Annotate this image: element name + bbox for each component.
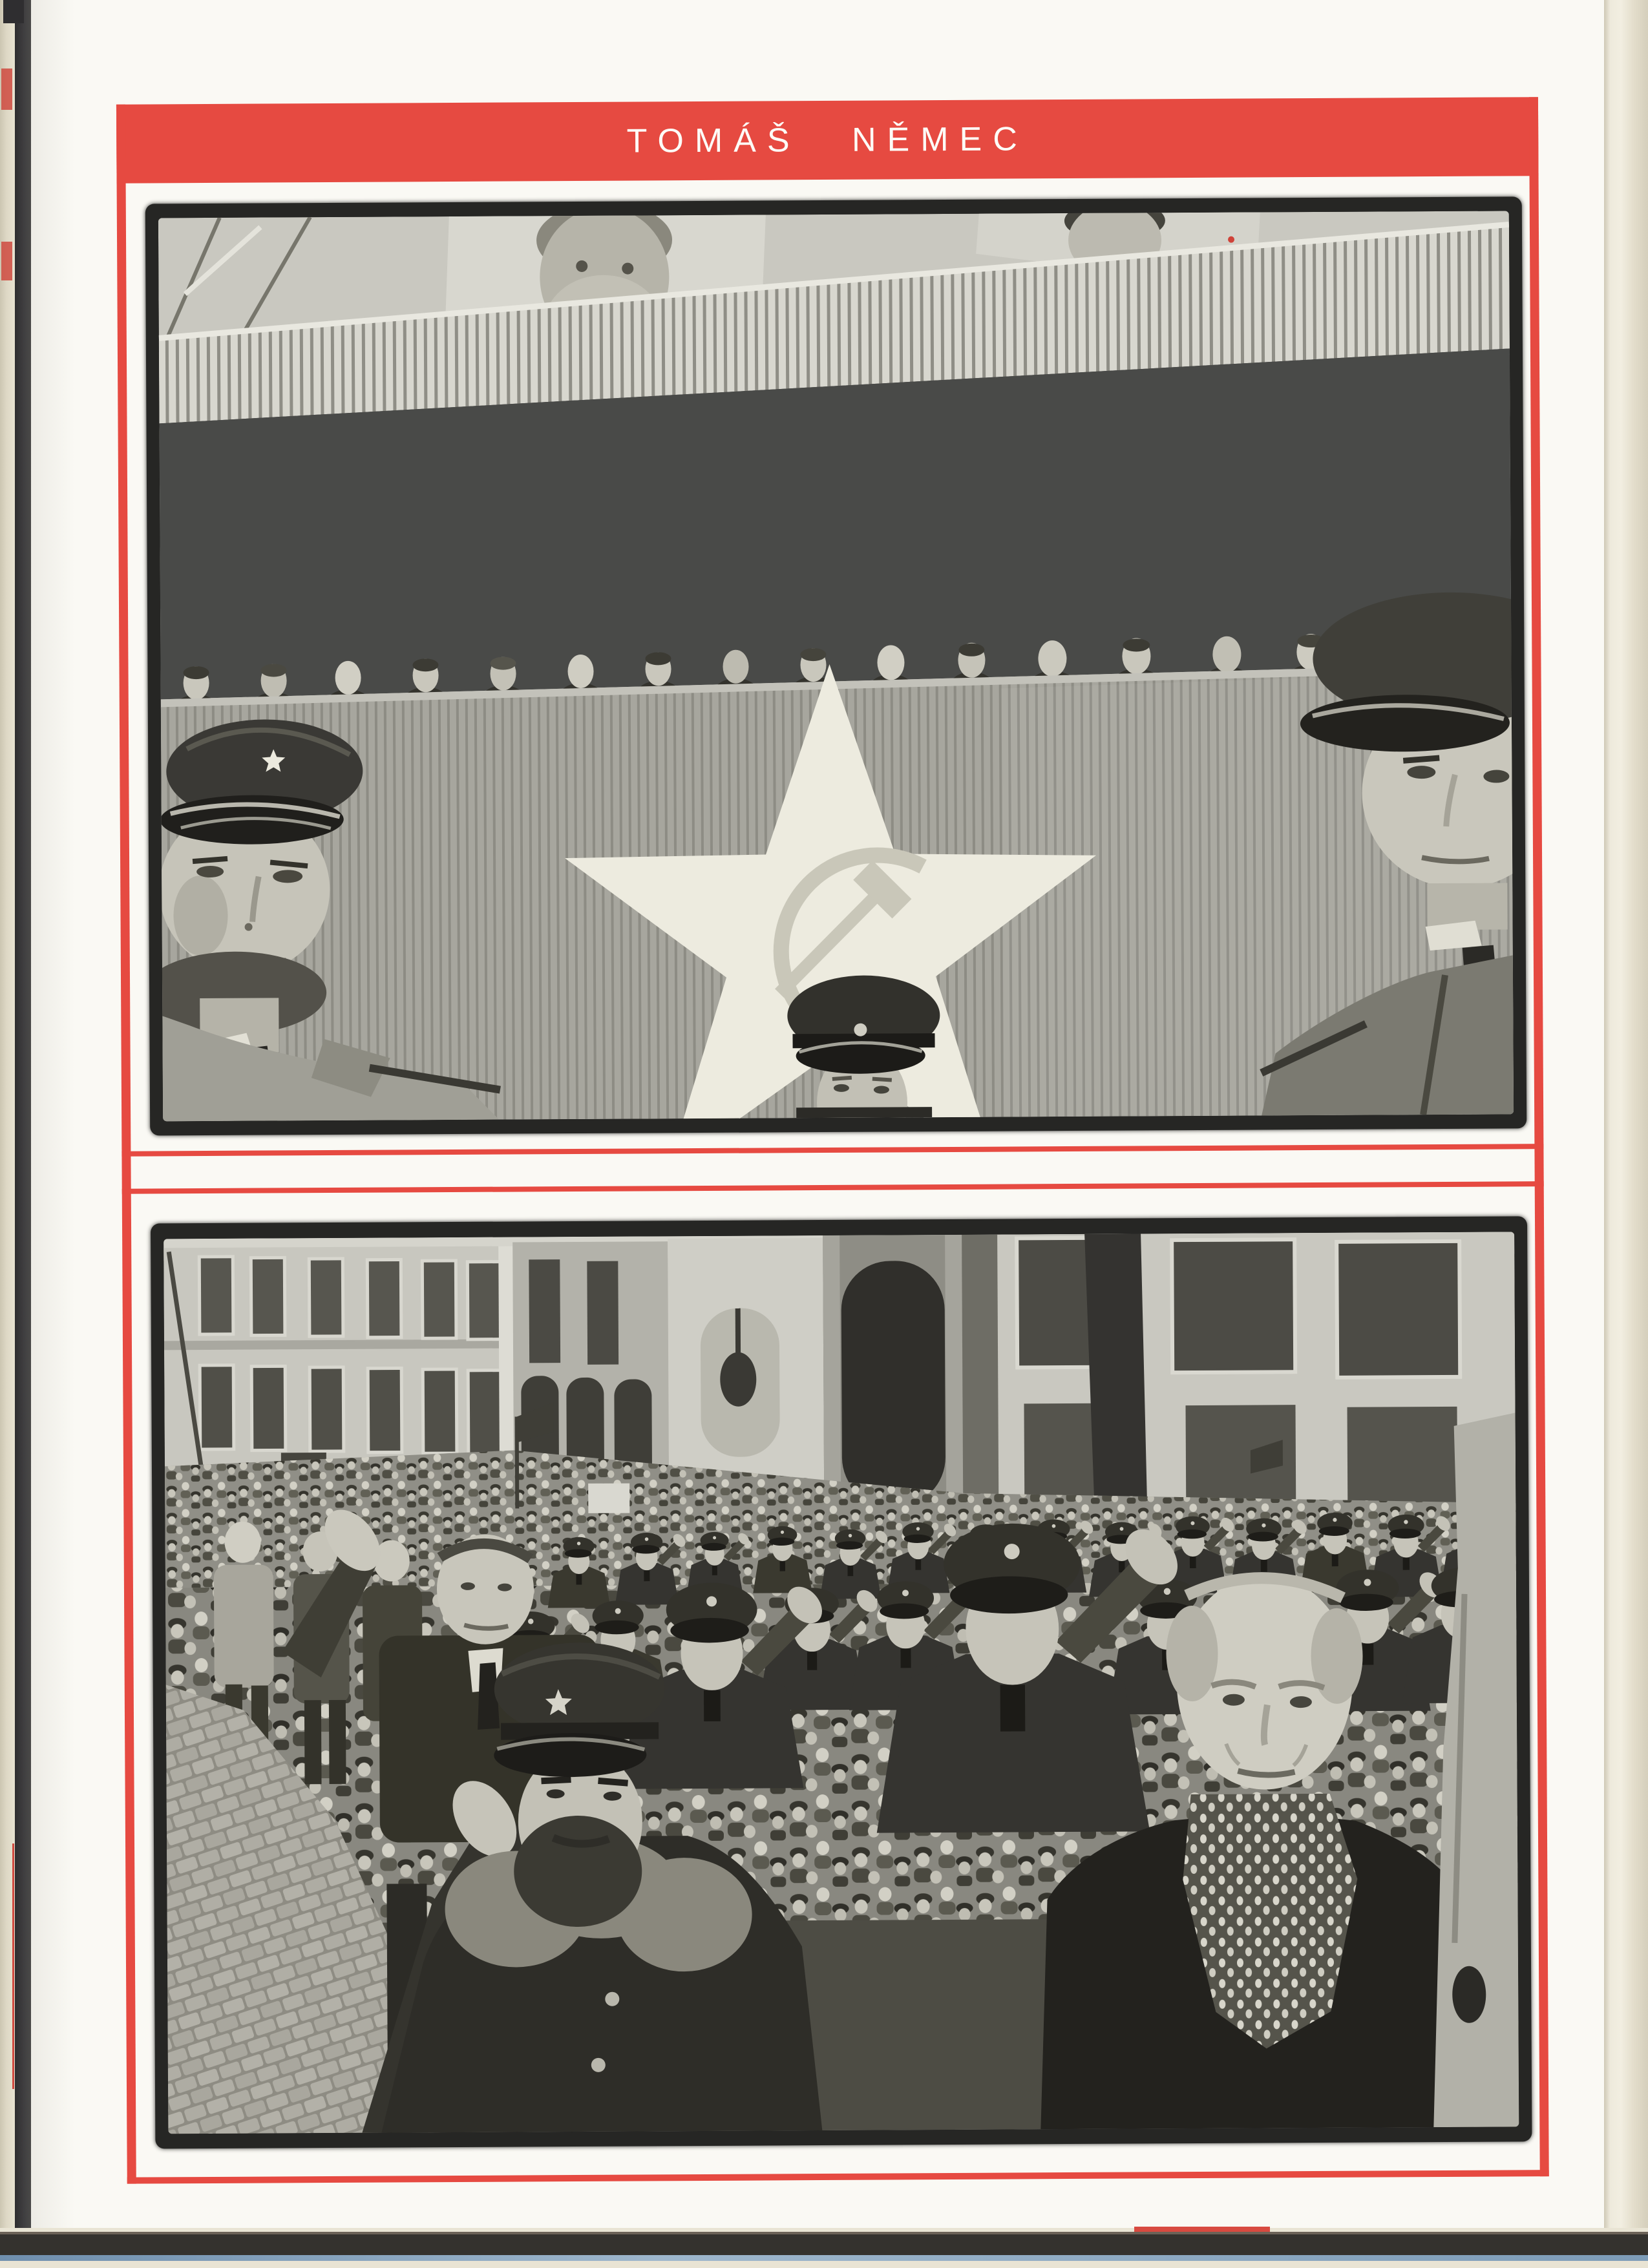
photo-divider-line xyxy=(122,1181,1544,1194)
crowd-photo xyxy=(164,1232,1519,2134)
tribune-photo-frame xyxy=(145,196,1527,1135)
red-speck xyxy=(1228,236,1234,243)
street-gap xyxy=(962,1235,1002,1513)
tribune-photo xyxy=(158,211,1514,1121)
placard xyxy=(588,1484,629,1513)
lantern xyxy=(720,1352,756,1407)
page-title: TOMÁŠ NĚMEC xyxy=(626,120,1028,160)
frame-border-right xyxy=(1529,97,1549,2176)
photo-divider-line xyxy=(121,1144,1543,1157)
arched-portal xyxy=(823,1235,963,1520)
frame-border-bottom xyxy=(127,2170,1549,2184)
frame-border-left xyxy=(116,105,136,2184)
title-banner xyxy=(116,97,1539,184)
beard xyxy=(514,1815,642,1927)
crowd-photo-frame xyxy=(151,1216,1532,2148)
